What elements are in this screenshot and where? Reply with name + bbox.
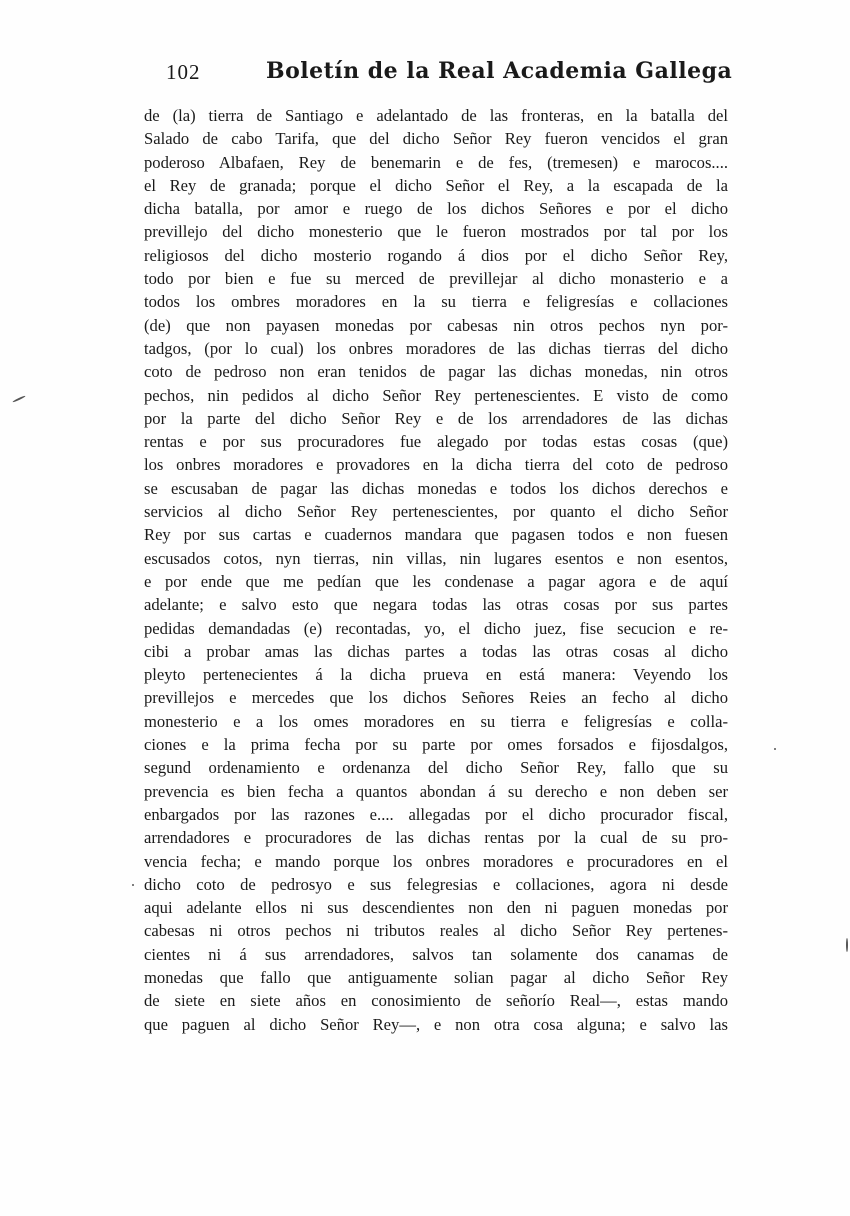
text-line: adelante; e salvo esto que negara todas las otras cosas por sus partes bbox=[144, 595, 728, 615]
text-line: cibi a probar amas las dichas partes a todas las otras cosas al dicho bbox=[144, 641, 728, 661]
text-line: previllejos e mercedes que los dichos Señores Reies an fecho al dicho bbox=[144, 688, 728, 708]
text-line: todo por bien e fue su merced de previllejar al dicho monasterio e a bbox=[144, 269, 728, 289]
page-header bbox=[140, 56, 740, 92]
text-line: arrendadores e procuradores de las dichas rentas por la cual de su pro- bbox=[144, 828, 728, 848]
text-line: (de) que non payasen monedas por cabesas nin otros pechos nyn por- bbox=[144, 315, 728, 335]
text-line: monedas que fallo que antiguamente solian pagar al dicho Señor Rey bbox=[144, 967, 728, 987]
text-line: previllejo del dicho monesterio que le fueron mostrados por tal por los bbox=[144, 222, 728, 242]
text-line: tadgos, (por lo cual) los onbres moradores de las dichas tierras del dicho bbox=[144, 338, 728, 358]
page-number: 102 bbox=[166, 60, 201, 84]
running-title: Boletín de la Real Academia Gallega bbox=[266, 58, 733, 84]
text-line: rentas e por sus procuradores fue alegado por todas estas cosas (que) bbox=[144, 432, 728, 452]
text-line: el Rey de granada; porque el dicho Señor el Rey, a la escapada de la bbox=[144, 175, 728, 195]
text-line: e por ende que me pedían que les condenase a pagar agora e de aquí bbox=[144, 571, 728, 591]
text-line: pechos, nin pedidos al dicho Señor Rey pertenescientes. E visto de como bbox=[144, 385, 728, 405]
scan-speck bbox=[846, 938, 848, 952]
scan-speck bbox=[132, 884, 134, 886]
text-line: Salado de cabo Tarifa, que del dicho Señor Rey fueron vencidos el gran bbox=[144, 129, 728, 149]
text-line: ciones e la prima fecha por su parte por omes forsados e fijosdalgos, bbox=[144, 735, 728, 755]
text-line: cientes ni á sus arrendadores, salvos tan solamente dos canamas de bbox=[144, 944, 728, 964]
text-line: de siete en siete años en conosimiento de señorío Real—, estas mando bbox=[144, 991, 728, 1011]
text-line: dicha batalla, por amor e ruego de los dichos Señores e por el dicho bbox=[144, 199, 728, 219]
text-line: poderoso Albafaen, Rey de benemarin e de fes, (tremesen) e marocos.... bbox=[144, 152, 728, 172]
text-line: segund ordenamiento e ordenanza del dicho Señor Rey, fallo que su bbox=[144, 758, 728, 778]
text-line: coto de pedroso non eran tenidos de pagar las dichas monedas, nin otros bbox=[144, 362, 728, 382]
body-text bbox=[144, 104, 728, 1036]
text-line: vencia fecha; e mando porque los onbres moradores e procuradores en el bbox=[144, 851, 728, 871]
scan-speck bbox=[12, 395, 26, 403]
text-line: pleyto pertenecientes á la dicha prueva en está manera: Veyendo los bbox=[144, 665, 728, 685]
text-line: escusados cotos, nyn tierras, nin villas, nin lugares esentos e non esentos, bbox=[144, 548, 728, 568]
text-line: Rey por sus cartas e cuadernos mandara que pagasen todos e non fuesen bbox=[144, 525, 728, 545]
text-line: pedidas demandadas (e) recontadas, yo, el dicho juez, fise secucion e re- bbox=[144, 618, 728, 638]
text-line: cabesas ni otros pechos ni tributos reales al dicho Señor Rey pertenes- bbox=[144, 921, 728, 941]
text-line: por la parte del dicho Señor Rey e de los arrendadores de las dichas bbox=[144, 408, 728, 428]
text-line: aqui adelante ellos ni sus descendientes non den ni paguen monedas por bbox=[144, 898, 728, 918]
text-line: de (la) tierra de Santiago e adelantado de las fronteras, en la batalla del bbox=[144, 106, 728, 125]
text-line: los onbres moradores e provadores en la dicha tierra del coto de pedroso bbox=[144, 455, 728, 475]
text-line: servicios al dicho Señor Rey pertenescientes, por quanto el dicho Señor bbox=[144, 502, 728, 522]
scan-speck bbox=[774, 748, 776, 750]
text-line: todos los ombres moradores en la su tierra e feligresías e collaciones bbox=[144, 292, 728, 312]
text-line: religiosos del dicho mosterio rogando á dios por el dicho Señor Rey, bbox=[144, 245, 728, 265]
text-line: que paguen al dicho Señor Rey—, e non otra cosa alguna; e salvo las bbox=[144, 1014, 728, 1034]
text-line: prevencia es bien fecha a quantos abondan á su derecho e non deben ser bbox=[144, 781, 728, 801]
text-line: monesterio e a los omes moradores en su tierra e feligresías e colla- bbox=[144, 711, 728, 731]
text-line: dicho coto de pedrosyo e sus felegresias e collaciones, agora ni desde bbox=[144, 874, 728, 894]
text-line: se escusaban de pagar las dichas monedas e todos los dichos derechos e bbox=[144, 478, 728, 498]
text-line: enbargados por las razones e.... allegadas por el dicho procurador fiscal, bbox=[144, 804, 728, 824]
